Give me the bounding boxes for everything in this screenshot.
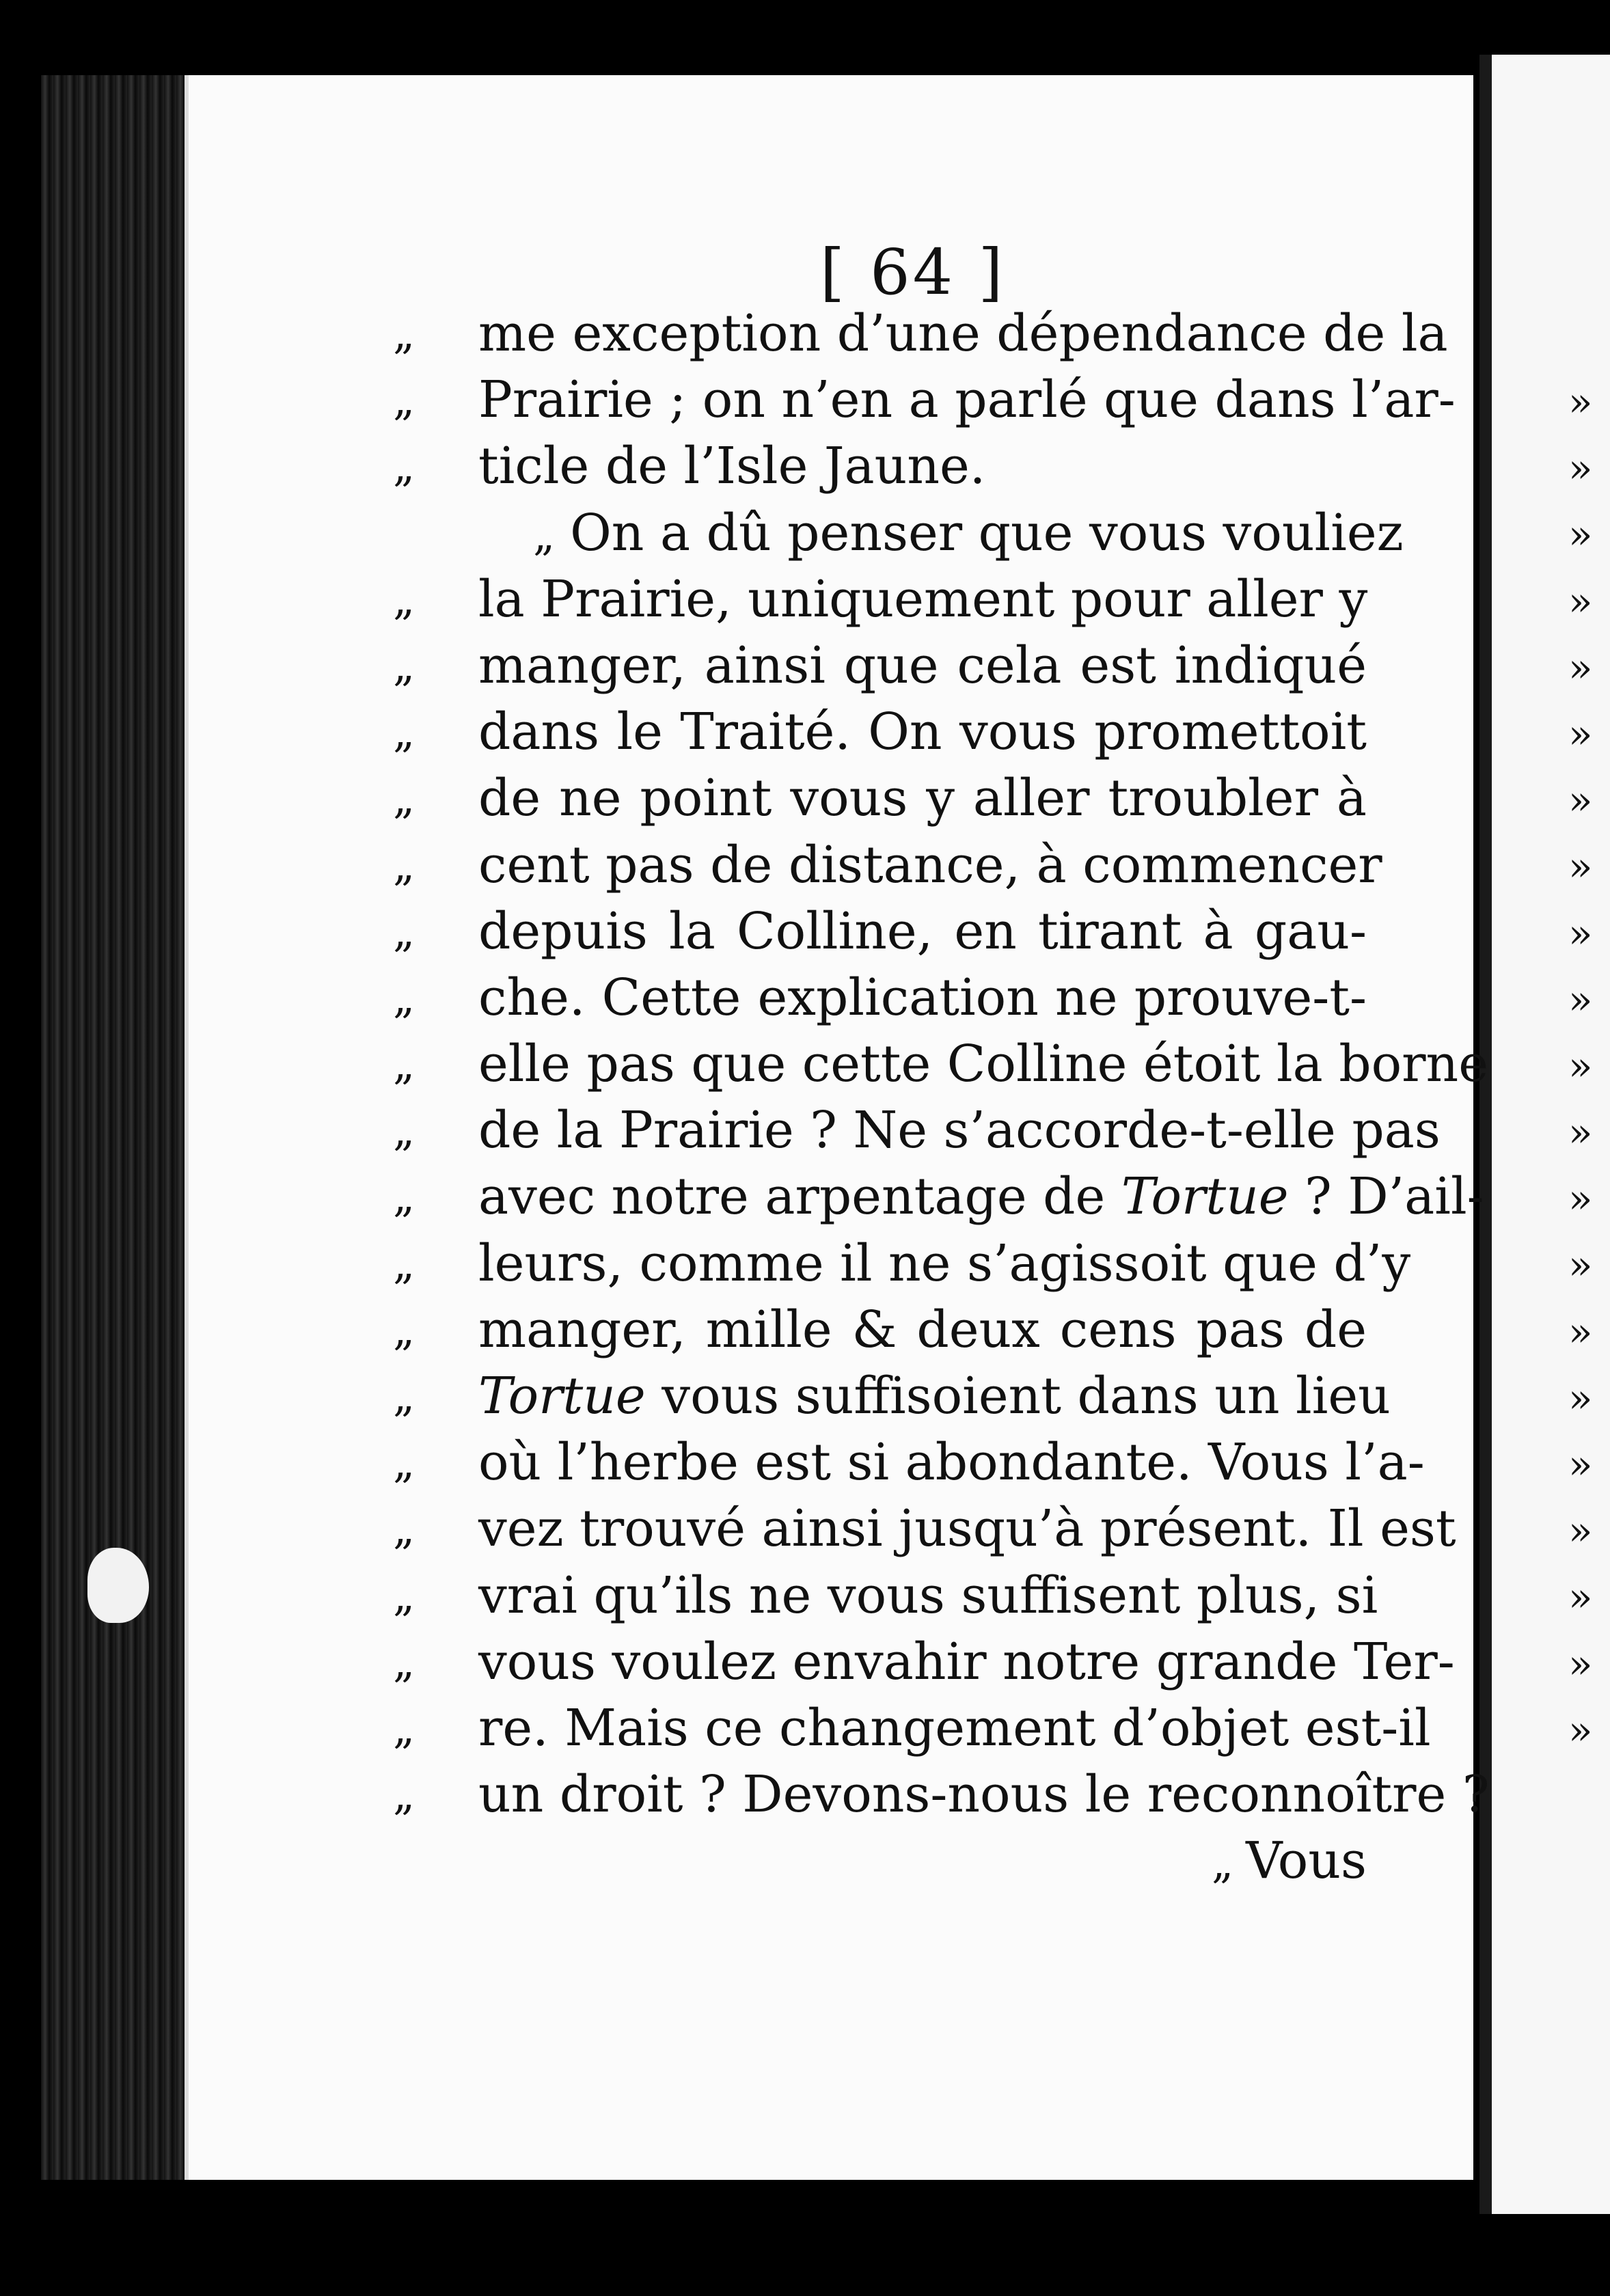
quote-mark: „ (393, 906, 415, 957)
quote-mark: „ (393, 574, 415, 625)
line-text: manger, mille & deux cens pas de (478, 1300, 1367, 1359)
facing-quote-mark: » (1568, 910, 1593, 957)
line-text: Prairie ; on n’en a parlé que dans l’ar- (478, 370, 1456, 430)
quote-mark: „ (393, 1106, 415, 1156)
quote-mark: „ (393, 309, 415, 359)
page-header: [ 64 ] (820, 236, 1006, 309)
facing-quote-mark: » (1568, 445, 1593, 492)
facing-quote-mark: » (1568, 843, 1593, 890)
line-text: un droit ? Devons-nous le reconnoître ? (478, 1765, 1490, 1824)
quote-mark: „ (393, 640, 415, 691)
quote-mark: „ (393, 1770, 415, 1820)
facing-quote-mark: » (1568, 1308, 1593, 1355)
line-text: vez trouvé ainsi jusqu’à présent. Il est (478, 1499, 1456, 1559)
line-text: vrai qu’ils ne vous suffisent plus, si (478, 1566, 1378, 1625)
line-text: avec notre arpentage de (478, 1167, 1121, 1227)
line-text: che. Cette explication ne prouve-t- (478, 968, 1367, 1027)
italic-word: Tortue (478, 1367, 646, 1425)
quote-mark: „ (393, 1039, 415, 1090)
quote-mark: „ (393, 840, 415, 890)
facing-quote-mark: » (1568, 710, 1593, 757)
text-line (393, 1563, 1378, 1629)
facing-quote-mark: » (1568, 1175, 1593, 1222)
text-line (393, 965, 1367, 1031)
paper-blot (87, 1548, 149, 1623)
facing-quote-mark: » (1568, 777, 1593, 824)
text-line (393, 1695, 1431, 1762)
catchword-text: Vous (1246, 1831, 1367, 1891)
facing-quote-mark: » (1568, 976, 1593, 1023)
line-text: cent pas de distance, à commencer (478, 835, 1382, 894)
text-line (393, 301, 1448, 367)
text-line (393, 1031, 1489, 1097)
text-line (393, 1297, 1367, 1363)
quote-mark: „ (1212, 1838, 1234, 1889)
facing-quote-mark: » (1568, 1374, 1593, 1421)
quote-mark: „ (393, 441, 415, 492)
text-line (393, 832, 1382, 899)
line-text: de ne point vous y aller troubler à (478, 769, 1367, 828)
line-text: dans le Traité. On vous promettoit (478, 702, 1367, 762)
quote-mark: „ (393, 774, 415, 824)
line-text: elle pas que cette Colline étoit la borne (478, 1035, 1489, 1094)
facing-quote-mark: » (1568, 577, 1593, 625)
text-line (393, 1164, 1484, 1230)
text-line (393, 899, 1367, 965)
quote-mark: „ (393, 1304, 415, 1355)
facing-quote-mark: » (1568, 1242, 1593, 1289)
facing-quote-mark: » (1568, 1507, 1593, 1555)
italic-word: Tortue (1121, 1167, 1289, 1227)
quote-mark: „ (393, 707, 415, 758)
text-line (393, 367, 1456, 433)
page-text (393, 301, 1490, 1895)
facing-quote-mark: » (1568, 1706, 1593, 1753)
text-line (393, 1430, 1425, 1496)
line-text: ticle de l’Isle Jaune. (478, 437, 986, 496)
line-text: ? D’ail- (1288, 1167, 1484, 1227)
facing-quote-mark: » (1568, 511, 1593, 558)
facing-quote-mark: » (1568, 1109, 1593, 1156)
line-text: vous suffisoient dans un lieu (645, 1367, 1391, 1425)
text-line (393, 433, 1367, 500)
line-text: depuis la Colline, en tirant à gau- (478, 901, 1367, 961)
text-line (393, 765, 1367, 832)
text-line (393, 1496, 1456, 1562)
catchword (478, 1828, 1367, 1894)
quote-mark: „ (393, 1172, 415, 1222)
facing-quote-mark: » (1568, 1042, 1593, 1089)
text-line (393, 1363, 1391, 1430)
quote-mark: „ (393, 1371, 415, 1421)
facing-page-quote-marks (1568, 369, 1593, 1764)
quote-mark: „ (393, 1703, 415, 1753)
text-line (393, 1762, 1490, 1828)
text-line (393, 699, 1367, 765)
line-text: me exception d’une dépendance de la (478, 304, 1448, 363)
facing-quote-mark: » (1568, 1441, 1593, 1488)
text-line (393, 1097, 1441, 1164)
text-line (393, 1231, 1411, 1297)
line-text: la Prairie, uniquement pour aller y (478, 569, 1368, 629)
text-line (393, 1629, 1455, 1695)
quote-mark: „ (393, 1504, 415, 1555)
text-line (393, 566, 1368, 633)
quote-mark: „ (393, 1438, 415, 1488)
facing-quote-mark: » (1568, 379, 1593, 425)
facing-quote-mark: » (1568, 1574, 1593, 1621)
quote-mark: „ (393, 1637, 415, 1687)
line-text: leurs, comme il ne s’agissoit que d’y (478, 1233, 1411, 1293)
line-text: de la Prairie ? Ne s’accorde-t-elle pas (478, 1101, 1441, 1160)
quote-mark: „ (393, 375, 415, 426)
quote-mark: „ (393, 972, 415, 1023)
line-text: On a dû penser que vous vouliez (570, 503, 1404, 562)
text-line (478, 500, 1404, 566)
book-spine-edge (41, 75, 191, 2180)
facing-quote-mark: » (1568, 644, 1593, 691)
quote-mark: „ (393, 1238, 415, 1289)
quote-mark: „ (533, 510, 556, 560)
text-line (393, 633, 1367, 699)
line-text: vous voulez envahir notre grande Ter- (478, 1632, 1455, 1691)
line-text: re. Mais ce changement d’objet est-il (478, 1698, 1431, 1758)
quote-mark: „ (393, 1570, 415, 1621)
line-text: où l’herbe est si abondante. Vous l’a- (478, 1433, 1425, 1492)
facing-quote-mark: » (1568, 1640, 1593, 1687)
line-text: manger, ainsi que cela est indiqué (478, 636, 1367, 695)
